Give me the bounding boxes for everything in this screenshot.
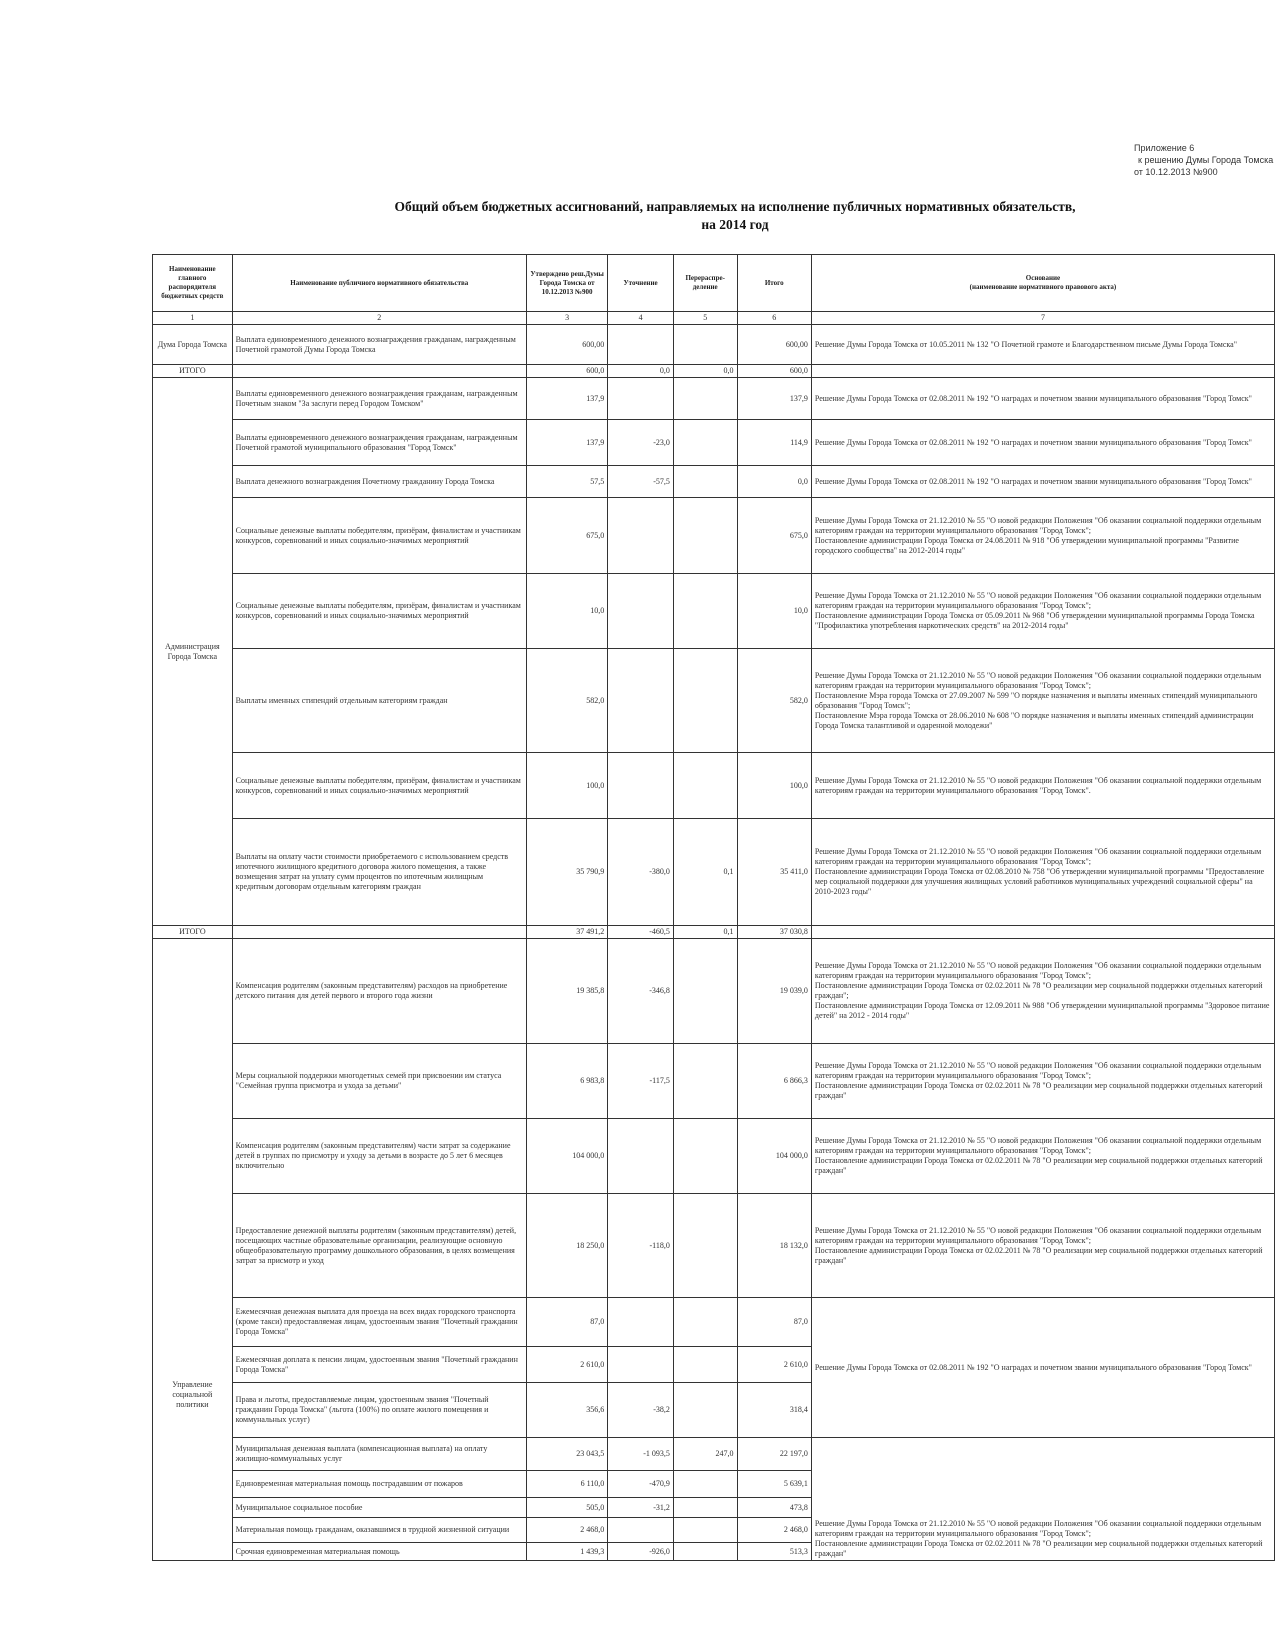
org-name: Дума Города Томска: [153, 325, 233, 365]
basis-text: Решение Думы Города Томска от 21.12.2010 № 55 "О новой редакции Положения "Об оказании социальной поддержки отдельным категориям граждан на территории муниципального образования "Город Томск"; Постановление администрации Города Томска от 02.08.2010 № 758 "Об утверждении муниципальной программы "Предоставление мер социальной поддержки для улучшения жилищных условий работников муниципальных учреждений социальной сферы" на 2010-2023 годы": [811, 819, 1274, 926]
clarification-value: [608, 498, 674, 574]
clarification-value: -346,8: [608, 939, 674, 1044]
basis-text: Решение Думы Города Томска от 21.12.2010 № 55 "О новой редакции Положения "Об оказании социальной поддержки отдельным категориям граждан на территории муниципального образования "Город Томск"; Постановление Мэра города Томска от 27.09.2007 № 599 "О порядке назначения и выплаты именных стипендий муниципального образования "Город Томск"; Постановление Мэра города Томска от 28.06.2010 № 608 "О порядке назначения и выплаты именных стипендий администрации Города Томска талантливой и одаренной молодежи": [811, 649, 1274, 753]
total-value: 0,0: [737, 466, 811, 498]
table-row: [153, 1044, 1275, 1119]
document-title: [230, 198, 1240, 234]
redistribution-value: [673, 1498, 737, 1518]
basis-text: Решение Думы Города Томска от 21.12.2010 № 55 "О новой редакции Положения "Об оказании социальной поддержки отдельным категориям граждан на территории муниципального образования "Город Томск"; Постановление администрации Города Томска от 05.09.2011 № 968 "Об утверждении муниципальной программы Города Томска "Профилактика употребления наркотических средств" на 2012-2014 годы": [811, 574, 1274, 649]
clarification-value: -460,5: [608, 926, 674, 939]
obligation-name: Компенсация родителям (законным представителям) расходов на приобретение детского питания для детей первого и второго года жизни: [232, 939, 526, 1044]
clarification-value: -117,5: [608, 1044, 674, 1119]
redistribution-value: 247,0: [673, 1438, 737, 1471]
redistribution-value: [673, 1383, 737, 1438]
clarification-value: [608, 325, 674, 365]
total-value: 87,0: [737, 1298, 811, 1347]
approved-value: 600,0: [526, 365, 607, 378]
total-row: [153, 926, 1275, 939]
approved-value: 100,0: [526, 753, 607, 819]
redistribution-value: [673, 378, 737, 420]
column-index: 5: [673, 312, 737, 325]
table-row: [153, 649, 1275, 753]
table-row: [153, 1194, 1275, 1298]
clarification-value: [608, 574, 674, 649]
approved-value: 6 110,0: [526, 1471, 607, 1498]
approved-value: 19 385,8: [526, 939, 607, 1044]
approved-value: 2 610,0: [526, 1347, 607, 1383]
header-redistribution: Перераспре-деление: [673, 255, 737, 312]
total-value: 19 039,0: [737, 939, 811, 1044]
clarification-value: 0,0: [608, 365, 674, 378]
table-row: [153, 466, 1275, 498]
table-row: [153, 420, 1275, 466]
empty-cell: [232, 365, 526, 378]
basis-text: Решение Думы Города Томска от 21.12.2010 № 55 "О новой редакции Положения "Об оказании социальной поддержки отдельным категориям граждан на территории муниципального образования "Город Томск"; Постановление администрации Города Томска от 02.02.2011 № 78 "О реализации мер социальной поддержки отдельных категорий граждан"; Постановление администрации Города Томска от 12.09.2011 № 988 "Об утверждении муниципальной программы "Здоровое питание детей" на 2012 - 2014 годы": [811, 939, 1274, 1044]
header-total: Итого: [737, 255, 811, 312]
appendix-note: [1134, 142, 1273, 178]
title-line-2: на 2014 год: [701, 217, 769, 232]
table-row: [153, 939, 1275, 1044]
obligation-name: Выплата единовременного денежного вознаграждения гражданам, награжденным Почетной грамотой Думы Города Томска: [232, 325, 526, 365]
org-name: Администрация Города Томска: [153, 378, 233, 926]
column-index: 4: [608, 312, 674, 325]
header-org: Наименование главного распорядителя бюджетных средств: [153, 255, 233, 312]
total-value: 137,9: [737, 378, 811, 420]
approved-value: 356,6: [526, 1383, 607, 1438]
empty-cell: [811, 365, 1274, 378]
clarification-value: [608, 753, 674, 819]
basis-text: Решение Думы Города Томска от 02.08.2011 № 192 "О наградах и почетном звании муниципального образования "Город Томск": [811, 378, 1274, 420]
header-clarification: Уточнение: [608, 255, 674, 312]
clarification-value: -31,2: [608, 1498, 674, 1518]
obligation-name: Выплаты на оплату части стоимости приобретаемого с использованием средств ипотечного жилищного кредитного договора жилого помещения, а также возмещения затрат на уплату сумм процентов по ипотечным жилищным кредитным договорам отдельным категориям граждан: [232, 819, 526, 926]
approved-value: 505,0: [526, 1498, 607, 1518]
title-line-1: Общий объем бюджетных ассигнований, направляемых на исполнение публичных нормативных обязательств,: [394, 199, 1076, 214]
redistribution-value: [673, 753, 737, 819]
total-value: 114,9: [737, 420, 811, 466]
redistribution-value: [673, 1543, 737, 1561]
redistribution-value: [673, 1347, 737, 1383]
total-row-label: ИТОГО: [153, 926, 233, 939]
basis-text: Решение Думы Города Томска от 02.08.2011 № 192 "О наградах и почетном звании муниципального образования "Город Томск": [811, 1298, 1274, 1438]
table-row: [153, 819, 1275, 926]
clarification-value: -380,0: [608, 819, 674, 926]
obligation-name: Социальные денежные выплаты победителям, призёрам, финалистам и участникам конкурсов, соревнований и иных социально-значимых мероприятий: [232, 574, 526, 649]
redistribution-value: [673, 574, 737, 649]
approved-value: 18 250,0: [526, 1194, 607, 1298]
total-value: 100,0: [737, 753, 811, 819]
column-index: 3: [526, 312, 607, 325]
basis-text: Решение Думы Города Томска от 21.12.2010 № 55 "О новой редакции Положения "Об оказании социальной поддержки отдельным категориям граждан на территории муниципального образования "Город Томск"; Постановление администрации Города Томска от 02.02.2011 № 78 "О реализации мер социальной поддержки отдельных категорий граждан": [811, 1194, 1274, 1298]
total-value: 37 030,8: [737, 926, 811, 939]
redistribution-value: [673, 1298, 737, 1347]
appendix-line-1: Приложение 6: [1134, 143, 1195, 153]
obligation-name: Выплаты именных стипендий отдельным категориям граждан: [232, 649, 526, 753]
total-value: 18 132,0: [737, 1194, 811, 1298]
redistribution-value: [673, 1518, 737, 1543]
table-row: [153, 1438, 1275, 1471]
redistribution-value: [673, 420, 737, 466]
approved-value: 2 468,0: [526, 1518, 607, 1543]
obligation-name: Права и льготы, предоставляемые лицам, удостоенным звания "Почетный гражданин Города Томска" (льгота (100%) по оплате жилого помещения и коммунальных услуг): [232, 1383, 526, 1438]
approved-value: 37 491,2: [526, 926, 607, 939]
obligation-name: Социальные денежные выплаты победителям, призёрам, финалистам и участникам конкурсов, соревнований и иных социально-значимых мероприятий: [232, 753, 526, 819]
org-name: Управление социальной политики: [153, 939, 233, 1561]
total-value: 318,4: [737, 1383, 811, 1438]
total-value: 600,00: [737, 325, 811, 365]
total-value: 5 639,1: [737, 1471, 811, 1498]
approved-value: 57,5: [526, 466, 607, 498]
table-row: [153, 378, 1275, 420]
clarification-value: [608, 649, 674, 753]
total-value: 35 411,0: [737, 819, 811, 926]
obligation-name: Муниципальное социальное пособие: [232, 1498, 526, 1518]
basis-text: Решение Думы Города Томска от 21.12.2010 № 55 "О новой редакции Положения "Об оказании социальной поддержки отдельным категориям граждан на территории муниципального образования "Город Томск"; Постановление администрации Города Томска от 02.02.2011 № 78 "О реализации мер социальной поддержки отдельных категорий граждан": [811, 1044, 1274, 1119]
total-row-label: ИТОГО: [153, 365, 233, 378]
obligation-name: Социальные денежные выплаты победителям, призёрам, финалистам и участникам конкурсов, соревнований и иных социально-значимых мероприятий: [232, 498, 526, 574]
approved-value: 23 043,5: [526, 1438, 607, 1471]
obligation-name: Меры социальной поддержки многодетных семей при присвоении им статуса "Семейная группа присмотра и ухода за детьми": [232, 1044, 526, 1119]
approved-value: 1 439,3: [526, 1543, 607, 1561]
total-value: 2 468,0: [737, 1518, 811, 1543]
total-value: 473,8: [737, 1498, 811, 1518]
appendix-line-2: к решению Думы Города Томска: [1138, 155, 1274, 165]
basis-text: Решение Думы Города Томска от 10.05.2011 № 132 "О Почетной грамоте и Благодарственном письме Думы Города Томска": [811, 325, 1274, 365]
column-index-row: [153, 312, 1275, 325]
approved-value: 137,9: [526, 420, 607, 466]
redistribution-value: [673, 466, 737, 498]
redistribution-value: [673, 1194, 737, 1298]
redistribution-value: [673, 1471, 737, 1498]
obligation-name: Компенсация родителям (законным представителям) части затрат за содержание детей в группах по присмотру и уходу за детьми в возрасте до 5 лет 6 месяцев включительно: [232, 1119, 526, 1194]
approved-value: 35 790,9: [526, 819, 607, 926]
basis-text: Решение Думы Города Томска от 21.12.2010 № 55 "О новой редакции Положения "Об оказании социальной поддержки отдельным категориям граждан на территории муниципального образования "Город Томск"; Постановление администрации Города Томска от 02.02.2011 № 78 "О реализации мер социальной поддержки отдельных категорий граждан": [811, 1119, 1274, 1194]
approved-value: 104 000,0: [526, 1119, 607, 1194]
clarification-value: [608, 1518, 674, 1543]
total-value: 6 866,3: [737, 1044, 811, 1119]
column-index: 7: [811, 312, 1274, 325]
column-index: 1: [153, 312, 233, 325]
total-value: 513,3: [737, 1543, 811, 1561]
empty-cell: [811, 926, 1274, 939]
column-index: 6: [737, 312, 811, 325]
clarification-value: [608, 1119, 674, 1194]
redistribution-value: [673, 1044, 737, 1119]
clarification-value: -470,9: [608, 1471, 674, 1498]
clarification-value: [608, 1298, 674, 1347]
approved-value: 675,0: [526, 498, 607, 574]
clarification-value: -57,5: [608, 466, 674, 498]
obligation-name: Ежемесячная доплата к пенсии лицам, удостоенным звания "Почетный гражданин Города Томска": [232, 1347, 526, 1383]
table-row: [153, 753, 1275, 819]
obligation-name: Ежемесячная денежная выплата для проезда на всех видах городского транспорта (кроме такси) предоставляемая лицам, удостоенным звания "Почетный гражданин Города Томска": [232, 1298, 526, 1347]
total-value: 600,0: [737, 365, 811, 378]
redistribution-value: [673, 498, 737, 574]
total-value: 22 197,0: [737, 1438, 811, 1471]
redistribution-value: [673, 939, 737, 1044]
redistribution-value: [673, 325, 737, 365]
header-basis: Основание (наименование нормативного правового акта): [811, 255, 1274, 312]
obligations-table: [152, 254, 1275, 1561]
basis-text: Решение Думы Города Томска от 21.12.2010 № 55 "О новой редакции Положения "Об оказании социальной поддержки отдельным категориям граждан на территории муниципального образования "Город Томск".: [811, 753, 1274, 819]
clarification-value: -926,0: [608, 1543, 674, 1561]
total-value: 10,0: [737, 574, 811, 649]
total-value: 582,0: [737, 649, 811, 753]
redistribution-value: 0,1: [673, 926, 737, 939]
obligation-name: Выплата денежного вознаграждения Почетному гражданину Города Томска: [232, 466, 526, 498]
clarification-value: [608, 378, 674, 420]
basis-text: Решение Думы Города Томска от 21.12.2010 № 55 "О новой редакции Положения "Об оказании социальной поддержки отдельным категориям граждан на территории муниципального образования "Город Томск"; Постановление администрации Города Томска от 02.02.2011 № 78 "О реализации мер социальной поддержки отдельных категорий граждан": [811, 1438, 1274, 1561]
total-value: 2 610,0: [737, 1347, 811, 1383]
column-index: 2: [232, 312, 526, 325]
total-row: [153, 365, 1275, 378]
obligation-name: Выплаты единовременного денежного вознаграждения гражданам, награжденным Почетным знаком "За заслуги перед Городом Томском": [232, 378, 526, 420]
empty-cell: [232, 926, 526, 939]
table-row: [153, 574, 1275, 649]
clarification-value: -38,2: [608, 1383, 674, 1438]
redistribution-value: 0,0: [673, 365, 737, 378]
obligation-name: Выплаты единовременного денежного вознаграждения гражданам, награжденным Почетной грамотой муниципального образования "Город Томск": [232, 420, 526, 466]
redistribution-value: 0,1: [673, 819, 737, 926]
approved-value: 87,0: [526, 1298, 607, 1347]
total-value: 675,0: [737, 498, 811, 574]
clarification-value: -23,0: [608, 420, 674, 466]
header-obligation: Наименование публичного нормативного обязательства: [232, 255, 526, 312]
total-value: 104 000,0: [737, 1119, 811, 1194]
table-row: [153, 1298, 1275, 1347]
table-row: [153, 325, 1275, 365]
approved-value: 6 983,8: [526, 1044, 607, 1119]
approved-value: 600,00: [526, 325, 607, 365]
redistribution-value: [673, 1119, 737, 1194]
basis-text: Решение Думы Города Томска от 02.08.2011 № 192 "О наградах и почетном звании муниципального образования "Город Томск": [811, 420, 1274, 466]
approved-value: 582,0: [526, 649, 607, 753]
table-row: [153, 1119, 1275, 1194]
clarification-value: -118,0: [608, 1194, 674, 1298]
basis-text: Решение Думы Города Томска от 21.12.2010 № 55 "О новой редакции Положения "Об оказании социальной поддержки отдельным категориям граждан на территории муниципального образования "Город Томск"; Постановление администрации Города Томска от 24.08.2011 № 918 "Об утверждении муниципальной программы "Развитие городского сообщества" на 2012-2014 годы": [811, 498, 1274, 574]
obligation-name: Материальная помощь гражданам, оказавшимся в трудной жизненной ситуации: [232, 1518, 526, 1543]
obligation-name: Единовременная материальная помощь пострадавшим от пожаров: [232, 1471, 526, 1498]
approved-value: 10,0: [526, 574, 607, 649]
appendix-line-3: от 10.12.2013 №900: [1134, 167, 1218, 177]
obligation-name: Муниципальная денежная выплата (компенсационная выплата) на оплату жилищно-коммунальных услуг: [232, 1438, 526, 1471]
basis-text: Решение Думы Города Томска от 02.08.2011 № 192 "О наградах и почетном звании муниципального образования "Город Томск": [811, 466, 1274, 498]
table-body: [153, 255, 1275, 1561]
redistribution-value: [673, 649, 737, 753]
approved-value: 137,9: [526, 378, 607, 420]
clarification-value: [608, 1347, 674, 1383]
obligation-name: Предоставление денежной выплаты родителям (законным представителям) детей, посещающих частные образовательные организации, реализующие основную общеобразовательную программу дошкольного образования, в целях возмещения затрат за присмотр и уход: [232, 1194, 526, 1298]
clarification-value: -1 093,5: [608, 1438, 674, 1471]
obligation-name: Срочная единовременная материальная помощь: [232, 1543, 526, 1561]
header-row: [153, 255, 1275, 312]
table-row: [153, 498, 1275, 574]
header-approved: Утверждено реш.Думы Города Томска от 10.12.2013 №900: [526, 255, 607, 312]
